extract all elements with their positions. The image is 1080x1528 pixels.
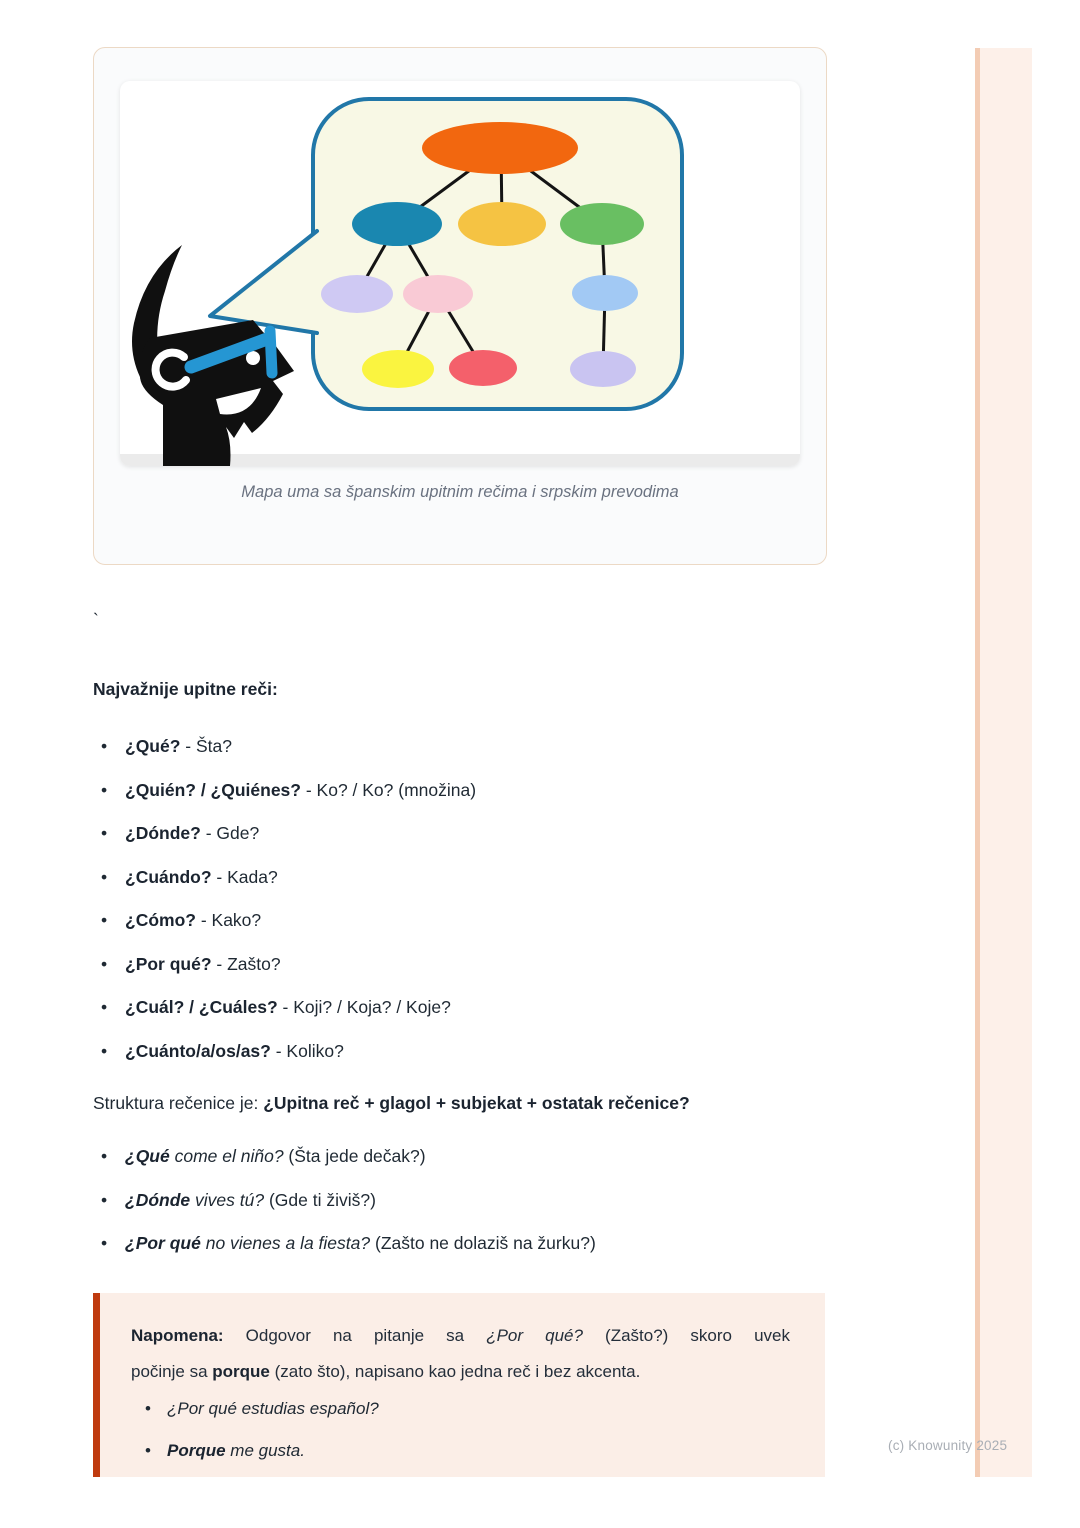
translation: - Kako? — [195, 910, 262, 930]
list-item — [93, 777, 827, 803]
note-line-1: Napomena: Odgovor na pitanje sa ¿Por qué? (Zašto?) skoro uvek — [131, 1326, 790, 1345]
list-item — [93, 951, 827, 977]
mindmap-illustration — [120, 81, 800, 466]
examples-list — [93, 1143, 827, 1274]
speech-bubble-tail — [210, 233, 317, 331]
note-box — [93, 1293, 825, 1477]
term: ¿Cuándo? — [125, 866, 212, 887]
note-line-2: počinje sa porque (zato što), napisano kao jedna reč i bez akcenta. — [131, 1362, 641, 1381]
copyright-text: (c) Knowunity 2025 — [888, 1438, 1008, 1453]
list-item: • Porque me gusta. — [131, 1438, 790, 1464]
list-item — [93, 1038, 827, 1064]
note-label: Napomena: — [131, 1326, 224, 1345]
node-teal — [352, 202, 442, 246]
translation: - Koji? / Koja? / Koje? — [277, 997, 451, 1017]
glasses-lens-icon — [270, 331, 272, 373]
example-question-word: ¿Qué — [125, 1146, 170, 1166]
stray-backtick: ` — [93, 610, 99, 630]
note-bullet-list — [131, 1396, 790, 1464]
translation: - Zašto? — [211, 953, 281, 974]
example-question-word: ¿Dónde — [125, 1189, 191, 1210]
node-pink — [403, 275, 473, 313]
node-lavender-right — [570, 351, 636, 387]
structure-prefix: Struktura rečenice je: — [93, 1093, 264, 1113]
term: ¿Cómo? — [125, 910, 196, 930]
example-question-rest: no vienes a la fiesta? — [200, 1233, 371, 1253]
list-item — [93, 994, 827, 1020]
example-question-rest: vives tú? — [190, 1189, 265, 1210]
term: ¿Cuál? / ¿Cuáles? — [125, 997, 278, 1017]
node-gold — [458, 202, 546, 246]
example-question-rest: come el niño? — [169, 1146, 284, 1166]
list-item — [93, 864, 827, 890]
translation: - Gde? — [200, 823, 260, 843]
translation: - Šta? — [180, 736, 232, 756]
node-lavender-left — [321, 275, 393, 313]
term: ¿Qué? — [125, 736, 181, 756]
figure-caption: Mapa uma sa španskim upitnim rečima i srpskim prevodima — [241, 483, 679, 501]
term: ¿Quién? / ¿Quiénes? — [125, 779, 301, 800]
structure-line — [93, 1090, 690, 1116]
question-words-list — [93, 733, 827, 1081]
note-text — [131, 1318, 790, 1390]
term: ¿Dónde? — [125, 823, 201, 843]
node-root-orange — [422, 122, 578, 174]
node-red — [449, 350, 517, 386]
list-item — [93, 1230, 827, 1256]
figure-card — [93, 47, 827, 565]
mindmap-image — [120, 81, 800, 466]
list-item — [93, 733, 827, 759]
example-translation: (Gde ti živiš?) — [264, 1189, 376, 1210]
translation: - Kada? — [211, 866, 278, 887]
example-translation: (Šta jede dečak?) — [283, 1146, 426, 1166]
term: ¿Cuánto/a/os/as? — [125, 1040, 271, 1061]
list-item — [93, 1143, 827, 1169]
example-translation: (Zašto ne dolaziš na žurku?) — [370, 1233, 596, 1253]
term: ¿Por qué? — [125, 953, 212, 974]
page-margin-strip — [975, 48, 1032, 1477]
list-item: • ¿Por qué estudias español? — [131, 1396, 790, 1422]
translation: - Ko? / Ko? (množina) — [300, 779, 477, 800]
list-item — [93, 820, 827, 846]
example-question-word: ¿Por qué — [125, 1233, 201, 1253]
structure-formula: ¿Upitna reč + glagol + subjekat + ostatak rečenice? — [263, 1093, 690, 1113]
list-item — [93, 1187, 827, 1213]
translation: - Koliko? — [270, 1040, 344, 1061]
node-yellow — [362, 350, 434, 388]
eye-icon — [246, 351, 260, 365]
node-green — [560, 203, 644, 245]
node-lightblue — [572, 275, 638, 311]
section-heading: Najvažnije upitne reči: — [93, 679, 278, 699]
list-item — [93, 907, 827, 933]
